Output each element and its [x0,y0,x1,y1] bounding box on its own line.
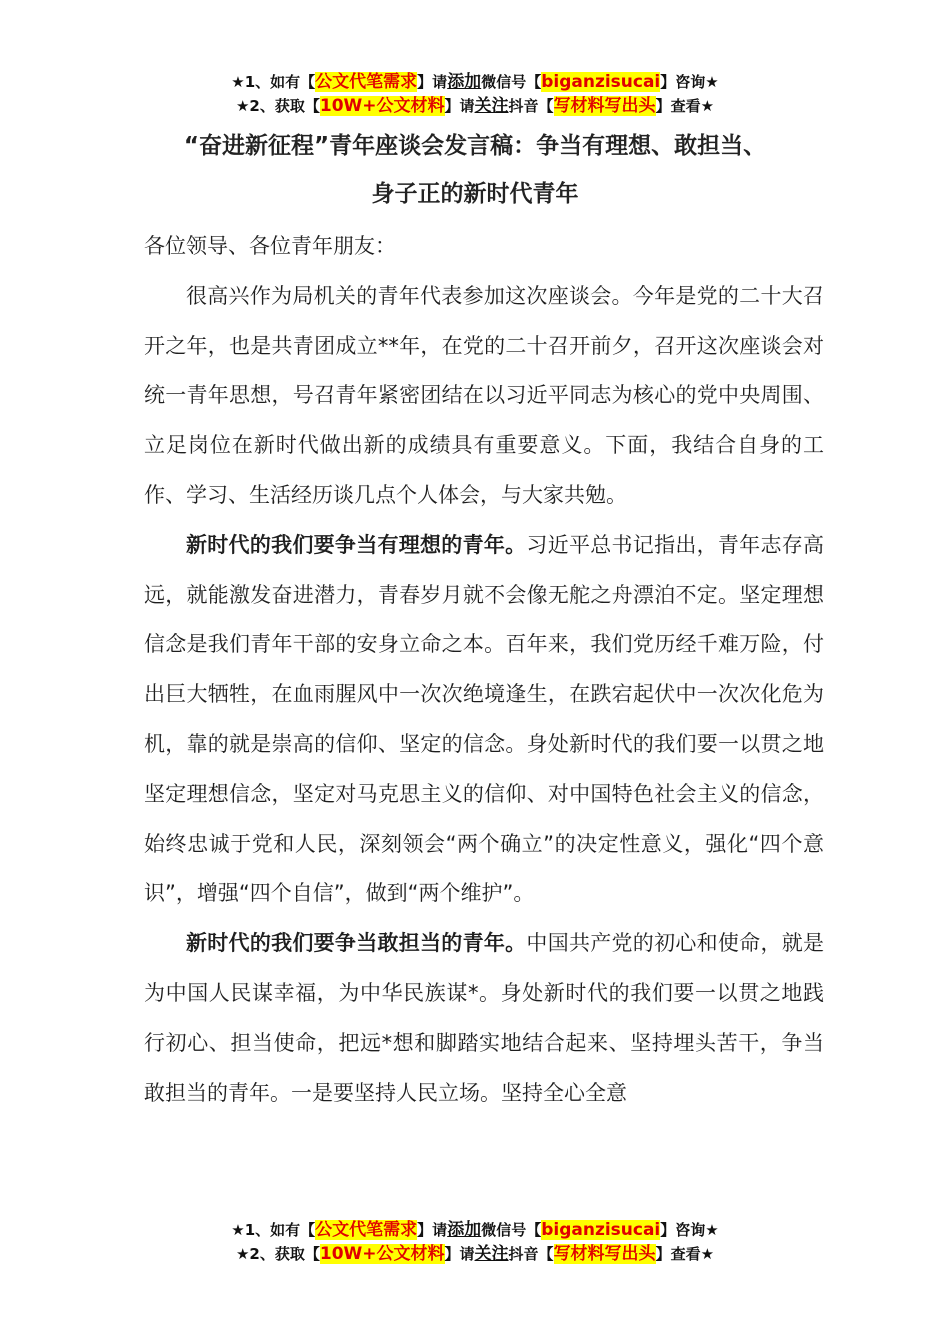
paragraph-text: 很高兴作为局机关的青年代表参加这次座谈会。今年是党的二十大召开之年，也是共青团成立**年，在党的二十召开前夕，召开这次座谈会对统一青年思想，号召青年紧密团结在以习近平同志为核心的党中央周围、立足岗位在新时代做出新的成绩具有重要意义。下面，我结合自身的工作、学习、生活经历谈几点个人体会，与大家共勉。 [144,283,824,507]
promo-text: 】请 [417,1221,448,1239]
promo-underline: 关注 [474,1244,509,1264]
paragraph-lead: 新时代的我们要争当有理想的青年。 [186,532,527,557]
paragraph-text: 习近平总书记指出，青年志存高远，就能激发奋进潜力，青春岁月就不会像无舵之舟漂泊不定。坚定理想信念是我们青年干部的安身立命之本。百年来，我们党历经千难万险，付出巨大牺牲，在血雨腥风中一次次绝境逢生，在跌宕起伏中一次次化危为机，靠的就是崇高的信仰、坚定的信念。身处新时代的我们要一以贯之地坚定理想信念，坚定对马克思主义的信仰、对中国特色社会主义的信念，始终忠诚于党和人民，深刻领会“两个确立”的决定性意义，强化“四个意识”，增强“四个自信”，做到“两个维护”。 [144,532,825,906]
title-line-1: “奋进新征程”青年座谈会发言稿：争当有理想、敢担当、 [183,133,767,159]
promo-text: 抖音【 [508,97,554,115]
promo-line-1 [0,70,950,94]
promo-text: 】查看★ [655,1245,715,1263]
promo-text: 】请 [444,97,475,115]
paragraph-3 [144,919,824,1118]
promo-text: 微信号【 [481,73,542,91]
promo-line-1 [0,1218,950,1242]
promo-underline: 添加 [447,72,482,92]
promo-line-2 [0,1242,950,1266]
promo-text: 抖音【 [508,1245,554,1263]
promo-highlight: 10W+公文材料 [319,1244,445,1264]
title-line-2: 身子正的新时代青年 [371,181,579,207]
promo-text: ★2、获取【 [235,1245,320,1263]
promo-text: 】请 [417,73,448,91]
paragraph-text: 中国共产党的初心和使命，就是为中国人民谋幸福，为中华民族谋*。身处新时代的我们要一以贯之地践行初心、担当使命，把远*想和脚踏实地结合起来、坚持埋头苦干，争当敢担当的青年。一是要坚持人民立场。坚持全心全意 [144,931,825,1105]
promo-douyin-id: 写材料写出头 [553,1244,656,1264]
promo-text: 微信号【 [481,1221,542,1239]
promo-highlight: 10W+公文材料 [319,96,445,116]
promo-text: 】查看★ [655,97,715,115]
document-title [100,122,850,218]
paragraph-2 [144,521,824,919]
promo-text: ★2、获取【 [235,97,320,115]
promo-wechat-id: biganzisucai [541,72,661,92]
promo-highlight: 公文代笔需求 [315,72,418,92]
promo-line-2 [0,94,950,118]
salutation: 各位领导、各位青年朋友： [144,234,396,258]
promo-banner-top [0,70,950,118]
promo-highlight: 公文代笔需求 [315,1220,418,1240]
promo-text: 】咨询★ [660,73,719,91]
promo-underline: 添加 [447,1220,482,1240]
promo-banner-bottom [0,1218,950,1266]
promo-text: ★1、如有【 [231,1221,316,1239]
promo-wechat-id: biganzisucai [541,1220,661,1240]
promo-text: 】咨询★ [660,1221,719,1239]
document-body [144,222,824,1118]
promo-douyin-id: 写材料写出头 [553,96,656,116]
promo-text: 】请 [444,1245,475,1263]
paragraph-lead: 新时代的我们要争当敢担当的青年。 [186,931,527,956]
paragraph-1 [144,272,824,521]
promo-underline: 关注 [474,96,509,116]
promo-text: ★1、如有【 [231,73,316,91]
